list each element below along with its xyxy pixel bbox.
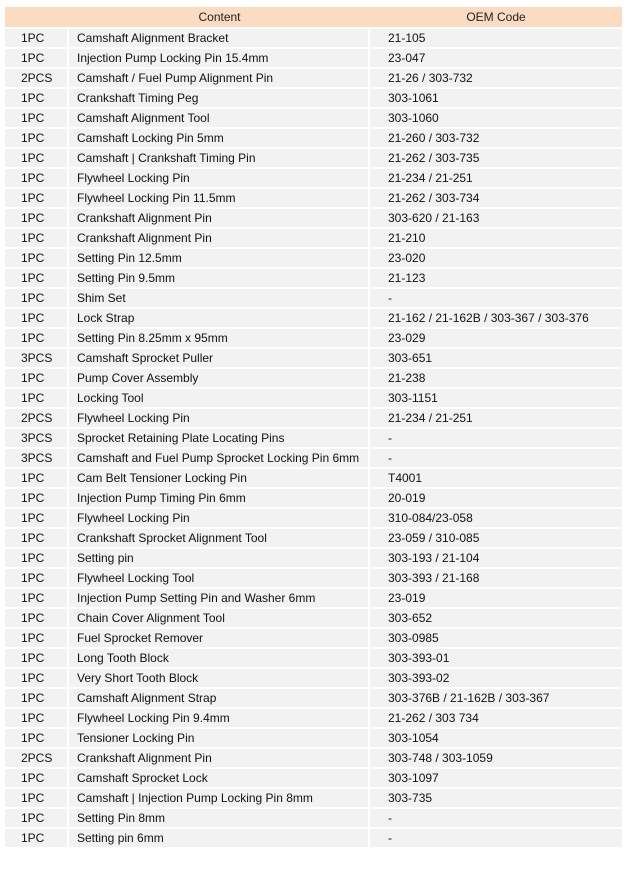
oem-code-cell: 21-234 / 21-251	[370, 409, 622, 427]
content-cell: Flywheel Locking Pin	[69, 509, 370, 527]
table-row	[5, 629, 622, 647]
content-cell: Camshaft Alignment Bracket	[69, 29, 370, 47]
table-row	[5, 49, 622, 67]
table-row	[5, 589, 622, 607]
table-row	[5, 229, 622, 247]
table-row	[5, 649, 622, 667]
content-cell: Camshaft Alignment Tool	[69, 109, 370, 127]
oem-code-cell: 303-1151	[370, 389, 622, 407]
qty-cell: 1PC	[5, 249, 69, 267]
content-cell: Flywheel Locking Pin 9.4mm	[69, 709, 370, 727]
content-cell: Flywheel Locking Pin 11.5mm	[69, 189, 370, 207]
table-row	[5, 609, 622, 627]
content-cell: Cam Belt Tensioner Locking Pin	[69, 469, 370, 487]
oem-code-cell: 23-047	[370, 49, 622, 67]
oem-code-cell: 303-652	[370, 609, 622, 627]
content-cell: Camshaft Sprocket Puller	[69, 349, 370, 367]
content-cell: Chain Cover Alignment Tool	[69, 609, 370, 627]
content-cell: Setting pin 6mm	[69, 829, 370, 847]
oem-code-cell: 21-260 / 303-732	[370, 129, 622, 147]
content-cell: Fuel Sprocket Remover	[69, 629, 370, 647]
content-cell: Pump Cover Assembly	[69, 369, 370, 387]
qty-cell: 3PCS	[5, 429, 69, 447]
qty-cell: 1PC	[5, 389, 69, 407]
content-cell: Injection Pump Timing Pin 6mm	[69, 489, 370, 507]
oem-code-cell: 303-620 / 21-163	[370, 209, 622, 227]
qty-cell: 1PC	[5, 89, 69, 107]
qty-cell: 2PCS	[5, 69, 69, 87]
qty-cell: 1PC	[5, 169, 69, 187]
table-row	[5, 509, 622, 527]
table-row	[5, 449, 622, 467]
qty-cell: 1PC	[5, 689, 69, 707]
content-cell: Tensioner Locking Pin	[69, 729, 370, 747]
oem-code-cell: T4001	[370, 469, 622, 487]
oem-code-cell: 21-105	[370, 29, 622, 47]
table-row	[5, 249, 622, 267]
table-row	[5, 169, 622, 187]
table-row	[5, 529, 622, 547]
oem-code-cell: 21-262 / 303-735	[370, 149, 622, 167]
content-cell: Camshaft | Crankshaft Timing Pin	[69, 149, 370, 167]
table-row	[5, 709, 622, 727]
table-row	[5, 429, 622, 447]
header-row	[5, 7, 622, 27]
content-cell: Injection Pump Locking Pin 15.4mm	[69, 49, 370, 67]
qty-cell: 1PC	[5, 269, 69, 287]
oem-code-cell: 21-162 / 21-162B / 303-367 / 303-376	[370, 309, 622, 327]
oem-code-cell: 303-393-01	[370, 649, 622, 667]
oem-code-cell: 20-019	[370, 489, 622, 507]
oem-code-cell: 21-234 / 21-251	[370, 169, 622, 187]
content-cell: Crankshaft Alignment Pin	[69, 229, 370, 247]
table-row	[5, 689, 622, 707]
content-cell: Setting pin	[69, 549, 370, 567]
table-body	[5, 29, 622, 847]
content-cell: Long Tooth Block	[69, 649, 370, 667]
qty-cell: 1PC	[5, 509, 69, 527]
qty-cell: 1PC	[5, 669, 69, 687]
table-row	[5, 409, 622, 427]
qty-cell: 1PC	[5, 229, 69, 247]
content-cell: Flywheel Locking Pin	[69, 409, 370, 427]
oem-code-cell: 303-1061	[370, 89, 622, 107]
content-cell: Crankshaft Sprocket Alignment Tool	[69, 529, 370, 547]
qty-cell: 1PC	[5, 649, 69, 667]
table-row	[5, 129, 622, 147]
oem-code-cell: 21-262 / 303-734	[370, 189, 622, 207]
table-row	[5, 89, 622, 107]
table-row	[5, 109, 622, 127]
oem-code-cell: 303-748 / 303-1059	[370, 749, 622, 767]
qty-cell: 1PC	[5, 489, 69, 507]
table-row	[5, 809, 622, 827]
content-cell: Camshaft / Fuel Pump Alignment Pin	[69, 69, 370, 87]
oem-code-cell: 310-084/23-058	[370, 509, 622, 527]
qty-cell: 1PC	[5, 109, 69, 127]
qty-cell: 1PC	[5, 29, 69, 47]
oem-code-cell: 303-1097	[370, 769, 622, 787]
table-row	[5, 189, 622, 207]
oem-code-cell: 303-393-02	[370, 669, 622, 687]
table-row	[5, 69, 622, 87]
qty-cell: 1PC	[5, 609, 69, 627]
qty-cell: 2PCS	[5, 409, 69, 427]
qty-cell: 1PC	[5, 209, 69, 227]
qty-cell: 1PC	[5, 829, 69, 847]
table-row	[5, 749, 622, 767]
qty-cell: 1PC	[5, 309, 69, 327]
content-cell: Shim Set	[69, 289, 370, 307]
table-row	[5, 489, 622, 507]
oem-code-cell: 21-26 / 303-732	[370, 69, 622, 87]
content-cell: Crankshaft Alignment Pin	[69, 749, 370, 767]
content-cell: Camshaft Sprocket Lock	[69, 769, 370, 787]
oem-code-cell: -	[370, 289, 622, 307]
qty-cell: 1PC	[5, 629, 69, 647]
qty-cell: 1PC	[5, 809, 69, 827]
content-cell: Setting Pin 9.5mm	[69, 269, 370, 287]
oem-code-cell: 303-193 / 21-104	[370, 549, 622, 567]
oem-code-cell: 303-1054	[370, 729, 622, 747]
content-cell: Flywheel Locking Tool	[69, 569, 370, 587]
table-row	[5, 149, 622, 167]
content-cell: Very Short Tooth Block	[69, 669, 370, 687]
table-row	[5, 549, 622, 567]
oem-code-cell: -	[370, 429, 622, 447]
content-cell: Crankshaft Timing Peg	[69, 89, 370, 107]
content-cell: Setting Pin 12.5mm	[69, 249, 370, 267]
oem-code-cell: 21-123	[370, 269, 622, 287]
table-row	[5, 269, 622, 287]
table-row	[5, 769, 622, 787]
qty-cell: 1PC	[5, 49, 69, 67]
oem-code-cell: 23-029	[370, 329, 622, 347]
qty-cell: 1PC	[5, 789, 69, 807]
content-cell: Camshaft Locking Pin 5mm	[69, 129, 370, 147]
oem-code-cell: 303-735	[370, 789, 622, 807]
qty-cell: 1PC	[5, 329, 69, 347]
oem-code-cell: 23-059 / 310-085	[370, 529, 622, 547]
oem-code-cell: 303-0985	[370, 629, 622, 647]
qty-cell: 3PCS	[5, 449, 69, 467]
oem-code-cell: 21-262 / 303 734	[370, 709, 622, 727]
table-row	[5, 309, 622, 327]
oem-code-cell: 303-1060	[370, 109, 622, 127]
qty-cell: 1PC	[5, 569, 69, 587]
table-row	[5, 29, 622, 47]
content-cell: Camshaft | Injection Pump Locking Pin 8mm	[69, 789, 370, 807]
table-row	[5, 389, 622, 407]
oem-code-cell: 21-210	[370, 229, 622, 247]
parts-table	[5, 5, 622, 849]
content-cell: Setting Pin 8.25mm x 95mm	[69, 329, 370, 347]
qty-cell: 3PCS	[5, 349, 69, 367]
header-content: Content	[69, 7, 370, 27]
oem-code-cell: 303-376B / 21-162B / 303-367	[370, 689, 622, 707]
table-row	[5, 789, 622, 807]
table-row	[5, 329, 622, 347]
content-cell: Flywheel Locking Pin	[69, 169, 370, 187]
table-row	[5, 569, 622, 587]
qty-cell: 1PC	[5, 549, 69, 567]
oem-code-cell: 21-238	[370, 369, 622, 387]
content-cell: Camshaft and Fuel Pump Sprocket Locking Pin 6mm	[69, 449, 370, 467]
qty-cell: 1PC	[5, 149, 69, 167]
content-cell: Injection Pump Setting Pin and Washer 6mm	[69, 589, 370, 607]
content-cell: Camshaft Alignment Strap	[69, 689, 370, 707]
qty-cell: 1PC	[5, 289, 69, 307]
qty-cell: 1PC	[5, 469, 69, 487]
table-row	[5, 669, 622, 687]
oem-code-cell: 23-020	[370, 249, 622, 267]
oem-code-cell: -	[370, 829, 622, 847]
content-cell: Crankshaft Alignment Pin	[69, 209, 370, 227]
table-row	[5, 349, 622, 367]
table-row	[5, 829, 622, 847]
content-cell: Setting Pin 8mm	[69, 809, 370, 827]
table-row	[5, 289, 622, 307]
table-row	[5, 469, 622, 487]
header-qty	[5, 7, 69, 27]
header-oem-code: OEM Code	[370, 7, 622, 27]
qty-cell: 1PC	[5, 369, 69, 387]
oem-code-cell: -	[370, 809, 622, 827]
content-cell: Locking Tool	[69, 389, 370, 407]
oem-code-cell: 23-019	[370, 589, 622, 607]
table-row	[5, 729, 622, 747]
qty-cell: 1PC	[5, 129, 69, 147]
table-row	[5, 369, 622, 387]
oem-code-cell: 303-393 / 21-168	[370, 569, 622, 587]
table-row	[5, 209, 622, 227]
oem-code-cell: -	[370, 449, 622, 467]
qty-cell: 1PC	[5, 729, 69, 747]
qty-cell: 1PC	[5, 709, 69, 727]
oem-code-cell: 303-651	[370, 349, 622, 367]
content-cell: Lock Strap	[69, 309, 370, 327]
qty-cell: 1PC	[5, 189, 69, 207]
qty-cell: 1PC	[5, 589, 69, 607]
qty-cell: 1PC	[5, 529, 69, 547]
qty-cell: 1PC	[5, 769, 69, 787]
content-cell: Sprocket Retaining Plate Locating Pins	[69, 429, 370, 447]
qty-cell: 2PCS	[5, 749, 69, 767]
